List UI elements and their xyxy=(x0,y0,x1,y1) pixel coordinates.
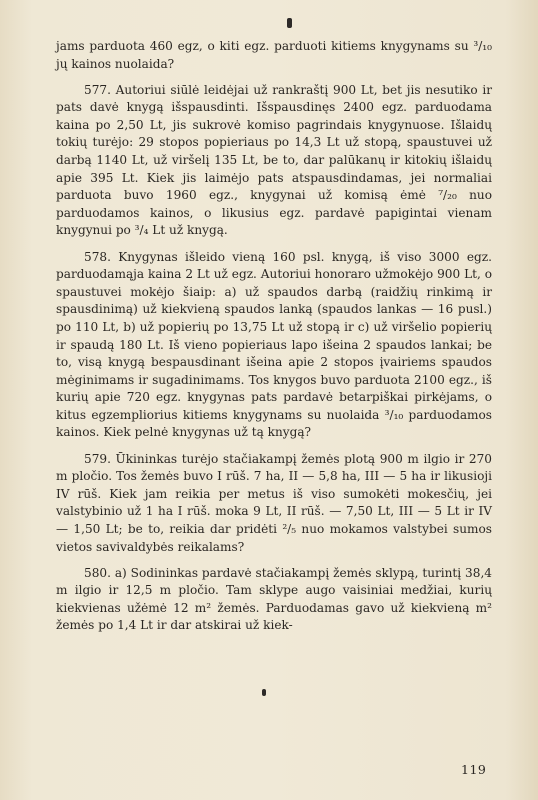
problem-text: Autoriui siūlė leidėjai už rankraštį 900 Lt, bet jis nesutiko ir pats davė knygą išspausdinti. Išspausdinęs 2400 egz. parduodama kaina po 2,50 Lt, jis sukrovė komiso pagrindais knygynuose. Išlaidų tokių turėjo: 29 stopos popieriaus po 14,3 Lt už stopą, spaustuvei už darbą 1140 Lt, už viršelį 135 Lt, be to, dar palūkanų ir kitokių išlaidų apie 395 Lt. Kiek jis laimėjo pats atspausdindamas, jei normaliai parduota buvo 1960 egz., knygynai už komisą ėmė ⁷/₂₀ nuo parduodamos kainos, o likusius egz. pardavė papigintai vienam knygynui po ³/₄ Lt už knygą. xyxy=(56,82,492,238)
problem-text: Knygynas išleido vieną 160 psl. knygą, iš viso 3000 egz. parduodamąja kaina 2 Lt už egz. Autoriui honoraro užmokėjo 900 Lt, o spaustuvei mokėjo šiaip: a) už spaudos darbą (raidžių rinkimą ir spausdinimą) už kiekvieną spaudos lanką (spaudos lankas — 16 pusl.) po 110 Lt, b) už popierių po 13,75 Lt už stopą ir c) už viršelio popierių ir spaudą 180 Lt. Iš vieno popieriaus lapo išeina 2 spaudos lankai; be to, visą knygą bespausdinant išeina apie 2 stopos įvairiems spaudos mėginimams ir sugadinimams. Tos knygos buvo parduota 2100 egz., iš kurių apie 720 egz. knygynas pats pardavė betarpiškai pirkėjams, o kitus egzempliorius kitiems knygynams su nuolaida ³/₁₀ parduodamos kainos. Kiek pelnė knygynas už tą knygą? xyxy=(56,249,492,440)
problem-number: 580. xyxy=(84,565,111,580)
problem-text: a) Sodininkas pardavė stačiakampį žemės sklypą, turintį 38,4 m ilgio ir 12,5 m pločio. Tam sklype augo vaisiniai medžiai, kurių kiekvienas užėmė 12 m² žemės. Parduodamas gavo už kiekvieną m² žemės po 1,4 Lt ir dar atskirai už kiek- xyxy=(56,565,492,633)
problem-number: 577. xyxy=(84,82,111,97)
paragraph-continuation xyxy=(56,38,492,73)
problem-number: 578. xyxy=(84,249,111,264)
paragraph-text: jams parduota 460 egz, o kiti egz. parduoti kitiems knygynams su ³/₁₀ jų kainos nuolaida? xyxy=(56,39,492,71)
page-number: 119 xyxy=(461,762,487,777)
problem-577 xyxy=(56,82,492,240)
problem-text: Ūkininkas turėjo stačiakampį žemės plotą 900 m ilgio ir 270 m pločio. Tos žemės buvo I rūš. 7 ha, II — 5,8 ha, III — 5 ha ir likusioji IV rūš. Kiek jam reikia per metus iš viso sumokėti mokesčių, jei valstybinio už 1 ha I rūš. moka 9 Lt, II rūš. — 7,50 Lt, III — 5 Lt ir IV — 1,50 Lt; be to, reikia dar pridėti ²/₅ nuo mokamos valstybei sumos vietos savivaldybės reikalams? xyxy=(56,451,492,554)
problem-579 xyxy=(56,451,492,557)
page-text xyxy=(56,38,492,635)
ink-mark xyxy=(287,18,292,28)
problem-578 xyxy=(56,249,492,443)
problem-580 xyxy=(56,565,492,635)
ink-mark xyxy=(262,689,266,696)
problem-number: 579. xyxy=(84,451,111,466)
